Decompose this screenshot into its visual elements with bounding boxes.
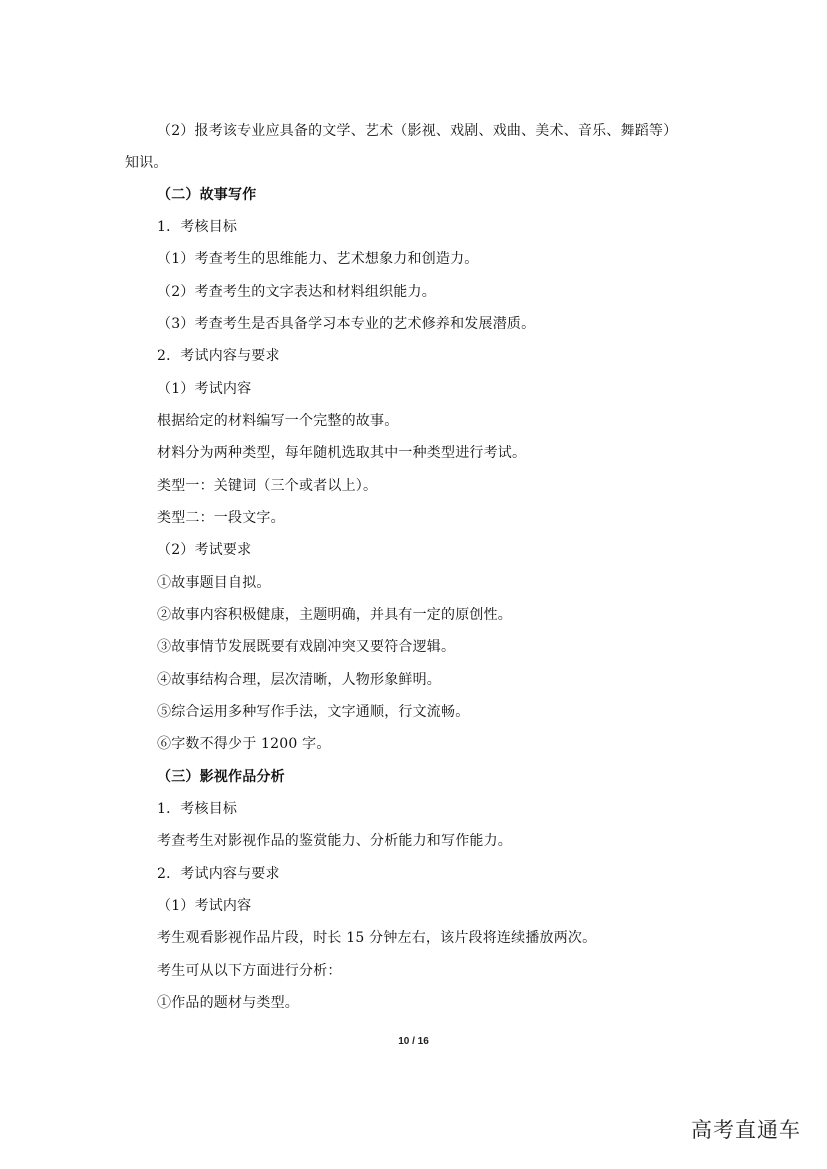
paragraph-line: 类型二：一段文字。 — [157, 510, 285, 526]
list-item: ②故事内容积极健康，主题明确，并具有一定的原创性。 — [157, 607, 512, 623]
paragraph-line: 考生观看影视作品片段，时长 15 分钟左右，该片段将连续播放两次。 — [157, 930, 597, 946]
list-item: ①故事题目自拟。 — [157, 575, 271, 591]
section-heading: （三）影视作品分析 — [157, 769, 285, 785]
subsection-heading: 1．考核目标 — [157, 801, 238, 817]
subsection-heading: 1．考核目标 — [157, 219, 238, 235]
paragraph-line: 考查考生对影视作品的鉴赏能力、分析能力和写作能力。 — [157, 833, 512, 849]
paragraph-line: （1）考试内容 — [157, 381, 252, 397]
subsection-heading: 2．考试内容与要求 — [157, 866, 280, 882]
paragraph-line: 材料分为两种类型，每年随机选取其中一种类型进行考试。 — [157, 445, 527, 461]
page-number: 10 / 16 — [398, 1036, 429, 1047]
paragraph-line: 类型一：关键词（三个或者以上）。 — [157, 478, 378, 494]
watermark-logo: 高考直通车 — [691, 1118, 801, 1142]
paragraph-line: （1）考试内容 — [157, 898, 252, 914]
paragraph-line: （1）考查考生的思维能力、艺术想象力和创造力。 — [157, 251, 479, 267]
paragraph-line: （2）考试要求 — [157, 542, 252, 558]
paragraph-line: 知识。 — [125, 155, 168, 171]
section-heading: （二）故事写作 — [157, 187, 257, 203]
list-item: ④故事结构合理，层次清晰，人物形象鲜明。 — [157, 672, 441, 688]
paragraph-line: 根据给定的材料编写一个完整的故事。 — [157, 413, 399, 429]
list-item: ⑤综合运用多种写作手法，文字通顺，行文流畅。 — [157, 704, 470, 720]
list-item: ①作品的题材与类型。 — [157, 995, 299, 1011]
paragraph-line: （2）报考该专业应具备的文学、艺术（影视、戏剧、戏曲、美术、音乐、舞蹈等） — [157, 123, 678, 139]
paragraph-line: （2）考查考生的文字表达和材料组织能力。 — [157, 284, 436, 300]
paragraph-line: （3）考查考生是否具备学习本专业的艺术修养和发展潜质。 — [157, 316, 536, 332]
paragraph-line: 考生可从以下方面进行分析： — [157, 963, 342, 979]
subsection-heading: 2．考试内容与要求 — [157, 348, 280, 364]
list-item: ⑥字数不得少于 1200 字。 — [157, 736, 331, 752]
list-item: ③故事情节发展既要有戏剧冲突又要符合逻辑。 — [157, 639, 456, 655]
